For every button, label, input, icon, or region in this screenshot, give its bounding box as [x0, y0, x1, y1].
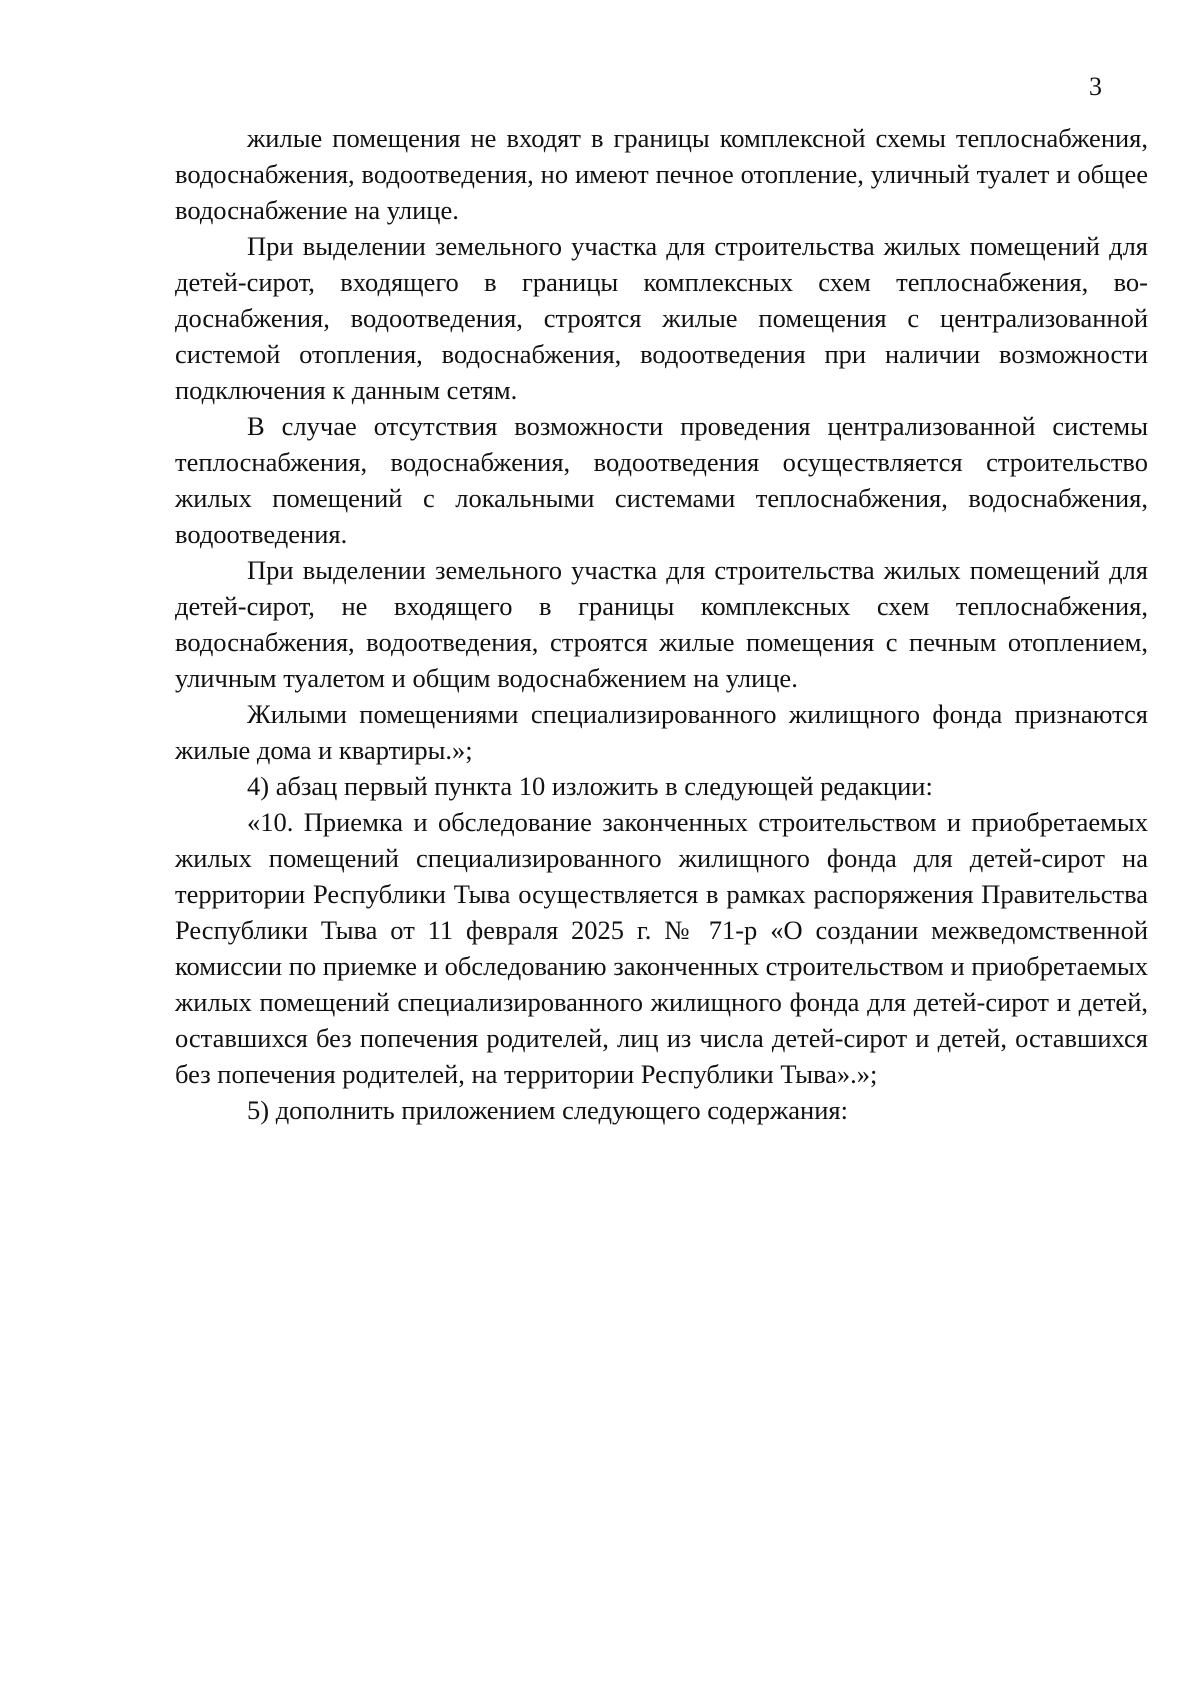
- paragraph-housing-outside-scheme: жилые помещения не входят в границы комплексной схемы теплоснабжения, водоснабжения, водоотведения, но имеют печное отопление, уличный туалет и общее водоснабжение на улице.: [175, 123, 1148, 225]
- paragraph-land-within-scheme: При выделении земельного участка для строительства жилых помещений для детей-сирот, входящего в границы комплексных схем теплоснабжения, водоснабжения, водоотведения, строятся жилые помещения с централизованной системой отопления, водоснабжения, водоотведения при наличии возможности подключения к данным сетям.: [175, 231, 1148, 405]
- paragraph-item-10-text: «10. Приемка и обследование законченных строительством и приобретаемых жилых помещений специализированного жилищного фонда для детей-сирот на территории Республики Тыва осуществляется в рамках распоряжения Правительства Республики Тыва от 11 февраля 2025 г. № 71-р «О создании межведомственной комиссии по приемке и обследованию законченных строительством и приобретаемых жилых помещений специализированного жилищного фонда для детей-сирот и детей, оставшихся без попечения родителей, лиц из числа детей-сирот и детей, оставшихся без попечения родителей, на территории Республики Тыва».»;: [175, 807, 1148, 1089]
- page-number: 3: [1089, 72, 1102, 101]
- document-body: [175, 120, 1148, 1128]
- paragraph-amendment-5: 5) дополнить приложением следующего содержания:: [247, 1095, 848, 1125]
- paragraph-housing-types: Жилыми помещениями специализированного жилищного фонда признаются жилые дома и квартиры.»;: [175, 699, 1148, 765]
- paragraph-no-centralized-system: В случае отсутствия возможности проведения централизованной системы теплоснабжения, водоснабжения, водоотведения осуществляется строительство жилых помещений с локальными системами теплоснабжения, водоснабжения, водоотведения.: [175, 411, 1148, 549]
- paragraph-amendment-4: 4) абзац первый пункта 10 изложить в следующей редакции:: [247, 771, 933, 801]
- paragraph-land-outside-scheme: При выделении земельного участка для строительства жилых помещений для детей-сирот, не входящего в границы комплексных схем теплоснабжения, водоснабжения, водоотведения, строятся жилые помещения с печным отоплением, уличным туалетом и общим водоснабжением на улице.: [175, 555, 1148, 693]
